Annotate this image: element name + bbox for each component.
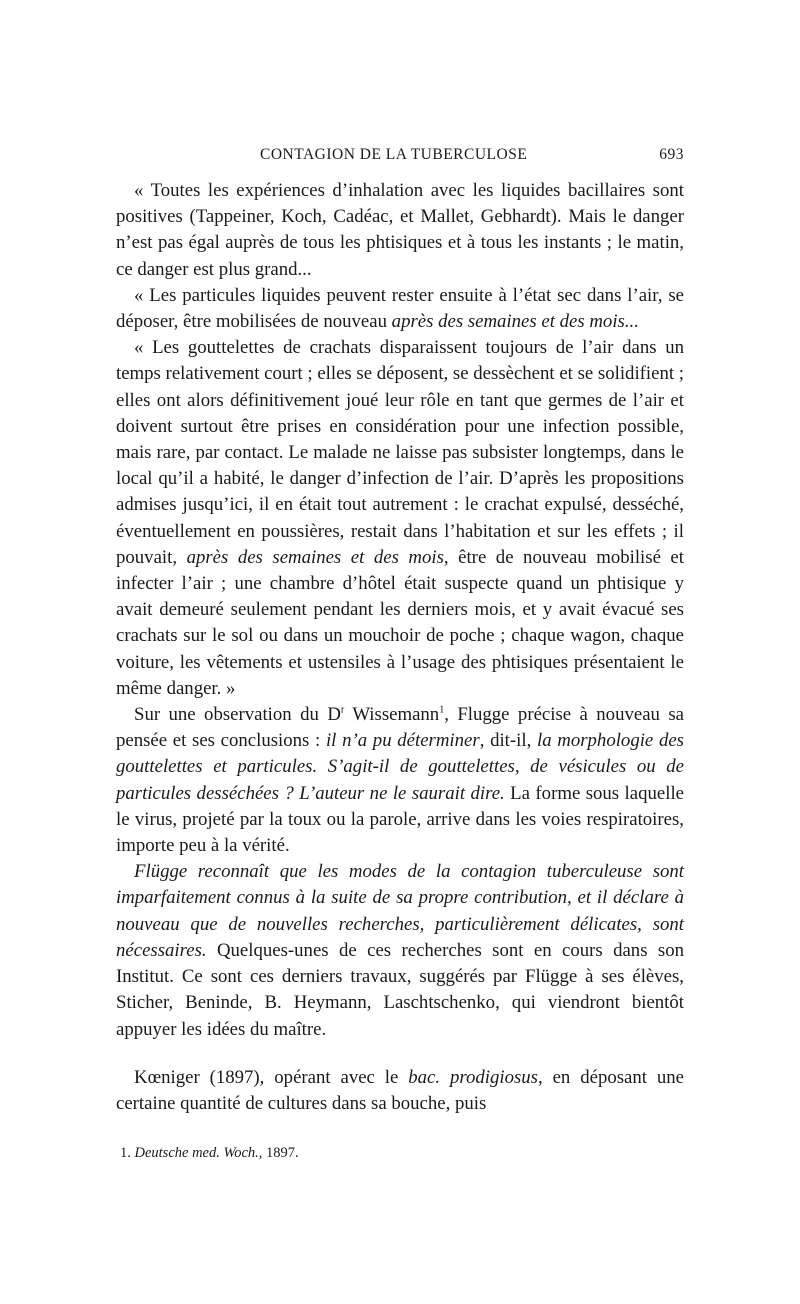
body-text	[116, 178, 684, 1117]
paragraph-quote-1: « Toutes les expériences d’inhalation avec les liquides bacillaires sont positives (Tappeiner, Koch, Cadéac, et Mallet, Gebhardt). Mais le danger n’est pas égal auprès de tous les phtisiques et à tous les instants ; le matin, ce danger est plus grand...	[116, 180, 684, 280]
running-title: CONTAGION DE LA TUBERCULOSE	[260, 146, 528, 163]
footnote	[116, 1143, 684, 1163]
footnote-ref: 1	[439, 704, 445, 716]
paragraph-quote-3: « Les gouttelettes de crachats disparaissent toujours de l’air dans un temps relativement court ; elles se déposent, se dessèchent et se solidifient ; elles ont alors définitivement joué leur rôle en tant que germes de l’air et doivent surtout être prises en considération pour une infection possible, mais rare, par contact. Le malade ne laisse pas subsister longtemps, dans le local qu’il a habité, le danger d’infection de l’air. D’après les propositions admises jusqu’ici, il en était tout autrement : le crachat expulsé, desséché, éventuellement en poussières, restait dans l’habitation et sur les effets ; il pouvait, après des semaines et des mois, être de nouveau mobilisé et infecter l’air ; une chambre d’hôtel était suspecte quand un phtisique y avait demeuré seulement pendant les derniers mois, et y avait évacué ses crachats sur le sol ou dans un mouchoir de poche ; chaque wagon, chaque voiture, les vêtements et ustensiles à l’usage des phtisiques présentaient le même danger. »	[116, 337, 684, 699]
paragraph-koeniger: Kœniger (1897), opérant avec le bac. prodigiosus, en déposant une certaine quantité de cultures dans sa bouche, puis	[116, 1066, 685, 1114]
page-number: 693	[659, 146, 684, 163]
italic-phrase: après des semaines et des mois...	[391, 311, 639, 333]
paragraph-flugge: Flügge reconnaît que les modes de la contagion tuberculeuse sont imparfaitement connus à la suite de sa propre contribution, et il déclare à nouveau que de nouvelles recherches, particulièrement délicates, sont nécessaires. Quelques-unes de ces recherches sont en cours dans son Institut. Ce sont ces derniers travaux, suggérés par Flügge à ses élèves, Sticher, Beninde, B. Heymann, Laschtschenko, qui viendront bientôt appuyer les idées du maître.	[116, 861, 684, 1040]
footnote-number: 1.	[120, 1145, 131, 1162]
paragraph-wissemann: Sur une observation du $D^r$ Wissemann$^1$, Flugge précise à nouveau sa pensée et ses conclusions : il n’a pu déterminer, dit-il, la morphologie des gouttelettes et particules. S’agit-il de gouttelettes, de vésicules ou de particules desséchées ? L’auteur ne le saurait dire. La forme sous laquelle le virus, projeté par la toux ou la parole, arrive dans les voies respiratoires, importe peu à la vérité.	[116, 704, 684, 857]
book-page	[116, 140, 684, 1163]
running-head	[116, 140, 684, 166]
italic-phrase: après des semaines et des mois	[186, 546, 444, 568]
footnote-source: Deutsche med. Woch.	[134, 1145, 259, 1162]
footnote-year: , 1897.	[258, 1145, 299, 1162]
paragraph-quote-2: « Les particules liquides peuvent rester ensuite à l’état sec dans l’air, se déposer, être mobilisées de nouveau après des semaines et des mois...	[116, 284, 684, 333]
